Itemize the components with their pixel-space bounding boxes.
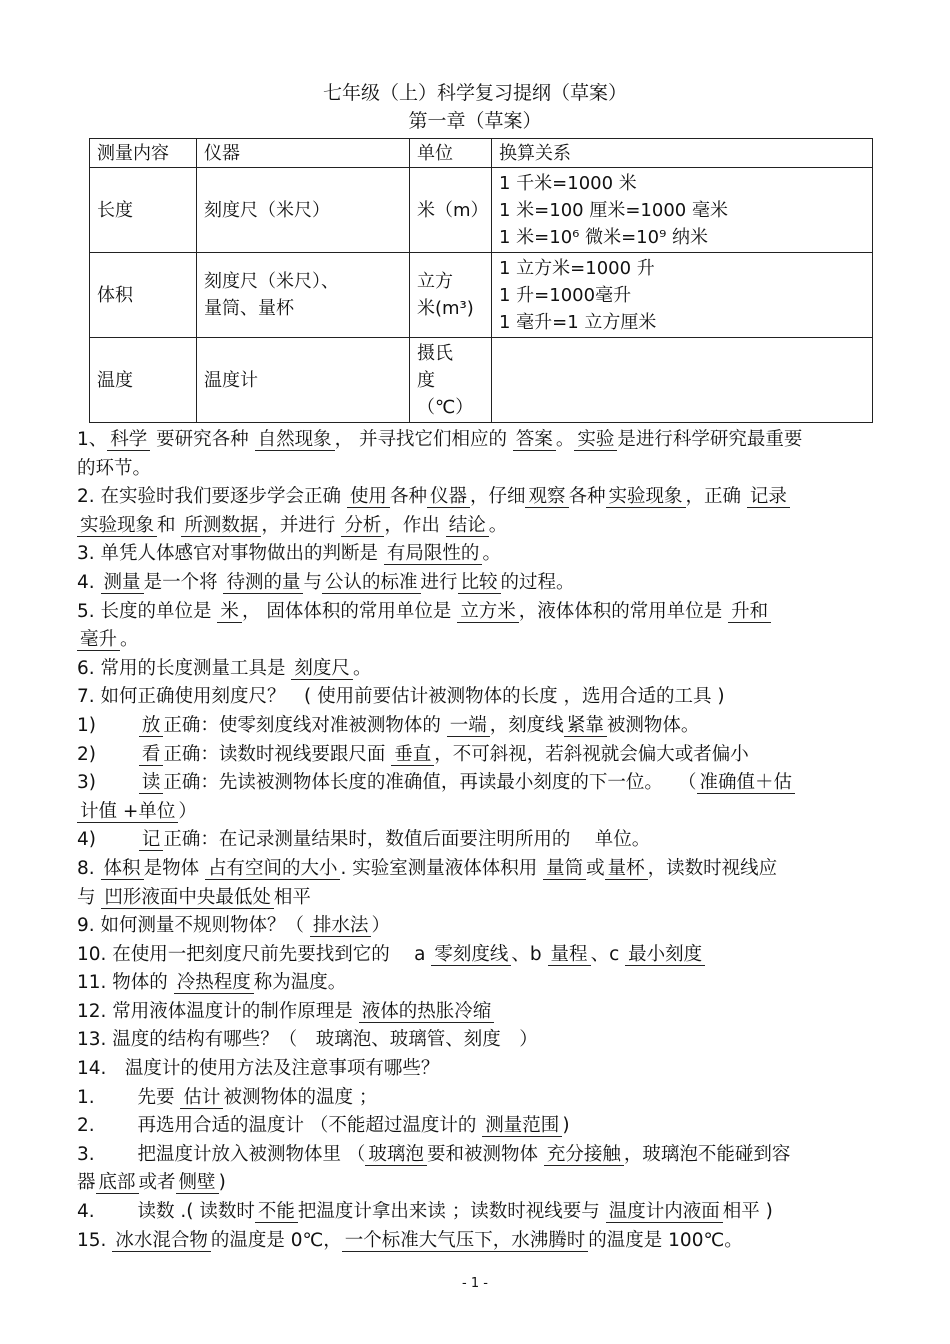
line-text: 要研究各种 bbox=[150, 429, 255, 450]
measurement-table bbox=[89, 138, 873, 423]
line-text: 。 bbox=[352, 657, 372, 679]
fill-in-answer: 使用 bbox=[347, 486, 390, 508]
fill-in-answer: 冰水混合物 bbox=[112, 1230, 211, 1252]
line-text: 被测物体。 bbox=[606, 714, 700, 736]
line-text: 4. 读数 .( 读数时 bbox=[77, 1201, 255, 1223]
table-header-cell: 仪器 bbox=[197, 139, 410, 168]
fill-in-answer: 温度计内液面 bbox=[606, 1201, 723, 1223]
line-text: 与 bbox=[303, 571, 322, 593]
fill-in-answer: 放 bbox=[139, 715, 164, 737]
line-text: 2. 再选用合适的温度计 （不能超过温度计的 bbox=[77, 1115, 483, 1137]
table-cell-unit bbox=[410, 338, 492, 423]
fill-in-answer: 估计 bbox=[180, 1087, 223, 1109]
fill-in-answer: 准确值＋估 bbox=[697, 772, 796, 794]
conversion-line: 1 米=100 厘米=1000 毫米 bbox=[499, 199, 728, 221]
fill-in-answer: 侧壁 bbox=[176, 1172, 219, 1194]
unit-line: 摄氏 bbox=[417, 342, 453, 364]
table-header-cell: 换算关系 bbox=[492, 139, 873, 168]
line-text: ） bbox=[178, 800, 197, 822]
line-text: 11. 物体的 bbox=[77, 972, 174, 994]
fill-in-answer: 最小刻度 bbox=[625, 944, 705, 966]
outline-line bbox=[77, 683, 887, 712]
outline-line bbox=[77, 1227, 887, 1256]
line-text: ） bbox=[371, 915, 390, 937]
fill-in-answer: 体积 bbox=[101, 858, 144, 880]
outline-line bbox=[77, 1141, 887, 1170]
line-text: 7. 如何正确使用刻度尺？ ( 使用前要估计被测物体的长度 ，选用合适的工具 ) bbox=[77, 686, 725, 708]
fill-in-answer: 不能 bbox=[255, 1201, 298, 1223]
fill-in-answer: 垂直 bbox=[391, 744, 434, 766]
fill-in-answer: 零刻度线 bbox=[431, 944, 511, 966]
line-text: 1. 先要 bbox=[77, 1086, 181, 1108]
page-number: - 1 - bbox=[462, 1276, 488, 1291]
fill-in-answer: 记录 bbox=[747, 486, 790, 508]
line-text: 9. 如何测量不规则物体？（ bbox=[77, 915, 310, 937]
conversion-line: 1 米=10⁶ 微米=10⁹ 纳米 bbox=[499, 226, 709, 248]
unit-line: 米(m³) bbox=[417, 298, 474, 319]
table-row bbox=[90, 338, 873, 423]
line-text: ，刻度线 bbox=[489, 714, 564, 736]
line-text: 10. 在使用一把刻度尺前先要找到它的 a bbox=[77, 943, 432, 965]
fill-in-answer: 量杯 bbox=[605, 858, 648, 880]
table-header-row bbox=[90, 139, 873, 168]
line-text: ，并进行 bbox=[261, 514, 342, 536]
fill-in-answer: 比较 bbox=[458, 572, 501, 594]
line-text: ， 并寻找它们相应的 bbox=[334, 429, 513, 450]
fill-in-answer: 自然现象 bbox=[255, 429, 335, 451]
fill-in-answer: 升和 bbox=[728, 601, 771, 623]
unit-line: 度 bbox=[417, 369, 435, 391]
table-cell-instrument: 刻度尺（米尺） bbox=[197, 168, 410, 253]
line-text: 把温度计拿出来读 ；读数时视线要与 bbox=[297, 1201, 606, 1223]
line-text: 正确：使零刻度线对准被测物体的 bbox=[163, 714, 447, 736]
fill-in-answer: 观察 bbox=[525, 486, 568, 508]
line-text: 6. 常用的长度测量工具是 bbox=[77, 657, 292, 679]
table-header-cell: 单位 bbox=[410, 139, 492, 168]
line-text: 称为温度。 bbox=[253, 972, 347, 994]
line-text: 的温度是 0℃， bbox=[210, 1229, 342, 1251]
outline-line bbox=[77, 712, 887, 741]
outline-line bbox=[77, 1198, 887, 1227]
fill-in-answer: 记 bbox=[139, 829, 164, 851]
fill-in-answer: 量程 bbox=[548, 944, 591, 966]
instrument-line: 量筒、量杯 bbox=[204, 298, 294, 319]
outline-line bbox=[77, 512, 887, 541]
fill-in-answer: 答案 bbox=[513, 429, 556, 451]
unit-line: （℃） bbox=[417, 396, 474, 418]
outline-line bbox=[77, 826, 887, 855]
outline-line bbox=[77, 969, 887, 998]
fill-in-answer: 排水法 bbox=[310, 915, 372, 937]
line-text: 3. 把温度计放入被测物体里 （ bbox=[77, 1143, 366, 1165]
line-text: 。 bbox=[120, 629, 139, 651]
fill-in-answer: 测量 bbox=[101, 572, 144, 594]
line-text: 进行 bbox=[420, 571, 458, 593]
fill-in-answer: 测量范围 bbox=[482, 1115, 562, 1137]
fill-in-answer: 实验现象 bbox=[606, 486, 686, 508]
line-text: 。 bbox=[555, 429, 575, 450]
line-text: 正确：读数时视线要跟尺面 bbox=[163, 743, 392, 765]
fill-in-answer: 充分接触 bbox=[544, 1144, 624, 1166]
fill-in-answer: 公认的标准 bbox=[322, 572, 421, 594]
table-row bbox=[90, 168, 873, 253]
line-text: 、b bbox=[511, 943, 548, 965]
outline-line bbox=[77, 855, 887, 884]
line-text: 器 bbox=[77, 1172, 96, 1194]
table-cell-content: 温度 bbox=[90, 338, 197, 423]
line-text: ，玻璃泡不能碰到容 bbox=[623, 1143, 791, 1165]
table-cell-conversions bbox=[492, 253, 873, 338]
outline-line bbox=[77, 483, 887, 512]
line-text: 被测物体的温度 ； bbox=[223, 1086, 378, 1108]
outline-line bbox=[77, 1055, 887, 1084]
line-text: 13. 温度的结构有哪些？（ 玻璃泡、玻璃管、刻度 ） bbox=[77, 1029, 538, 1051]
line-text: 8. bbox=[77, 857, 101, 879]
table-row bbox=[90, 253, 873, 338]
fill-in-answer: 占有空间的大小 bbox=[205, 858, 341, 880]
line-text: ， 固体体积的常用单位是 bbox=[241, 600, 458, 622]
table-cell-unit bbox=[410, 253, 492, 338]
line-text: 1、 bbox=[77, 429, 108, 450]
line-text: 5. 长度的单位是 bbox=[77, 600, 218, 622]
line-text: 或者 bbox=[138, 1172, 176, 1194]
fill-in-answer: 看 bbox=[139, 744, 164, 766]
line-text: 和 bbox=[157, 514, 182, 536]
line-text: 相平 ) bbox=[722, 1201, 773, 1223]
fill-in-answer: 实验 bbox=[574, 429, 617, 451]
fill-in-answer: 冷热程度 bbox=[174, 972, 254, 994]
outline-line bbox=[77, 598, 887, 627]
line-text: 2) bbox=[77, 743, 139, 765]
outline-body bbox=[77, 426, 887, 1255]
line-text: 正确：先读被测物体长度的准确值，再读最小刻度的下一位。 （ bbox=[163, 772, 697, 794]
table-cell-unit: 米（m） bbox=[410, 168, 492, 253]
line-text: ) bbox=[218, 1172, 226, 1194]
unit-line: 立方 bbox=[417, 271, 453, 292]
conversion-line: 1 立方米=1000 升 bbox=[499, 257, 655, 279]
fill-in-answer: 毫升 bbox=[77, 629, 120, 651]
line-text: . 实验室测量液体体积用 bbox=[340, 857, 544, 879]
outline-line bbox=[77, 455, 887, 484]
outline-line bbox=[77, 1084, 887, 1113]
line-text: 。 bbox=[488, 514, 508, 536]
outline-line bbox=[77, 769, 887, 798]
conversion-line: 1 千米=1000 米 bbox=[499, 172, 637, 194]
fill-in-answer: 分析 bbox=[341, 515, 384, 537]
fill-in-answer: 玻璃泡 bbox=[365, 1144, 427, 1166]
line-text: ，不可斜视，若斜视就会偏大或者偏小 bbox=[434, 743, 749, 765]
line-text: 相平 bbox=[273, 886, 311, 908]
line-text: 要和被测物体 bbox=[426, 1143, 544, 1165]
line-text: 的温度是 100℃。 bbox=[588, 1229, 743, 1251]
line-text: 各种 bbox=[389, 486, 427, 508]
outline-line bbox=[77, 998, 887, 1027]
fill-in-answer: 计值 +单位 bbox=[77, 801, 178, 823]
table-cell-instrument bbox=[197, 253, 410, 338]
line-text: ，正确 bbox=[685, 486, 747, 508]
line-text: ) bbox=[562, 1115, 570, 1137]
outline-line bbox=[77, 626, 887, 655]
table-cell-conversions bbox=[492, 168, 873, 253]
line-text: 。 bbox=[482, 543, 501, 565]
line-text: 4. bbox=[77, 571, 101, 593]
line-text: 2. 在实验时我们要逐步学会正确 bbox=[77, 486, 347, 508]
table-cell-content: 体积 bbox=[90, 253, 197, 338]
line-text: ，液体体积的常用单位是 bbox=[518, 600, 729, 622]
conversion-line: 1 毫升=1 立方厘米 bbox=[499, 311, 657, 333]
table-cell-conversions bbox=[492, 338, 873, 423]
line-text: 是一个将 bbox=[143, 571, 224, 593]
outline-line bbox=[77, 798, 887, 827]
fill-in-answer: 结论 bbox=[446, 515, 489, 537]
fill-in-answer: 科学 bbox=[107, 429, 150, 451]
page-title: 七年级（上）科学复习提纲（草案） bbox=[322, 82, 627, 104]
line-text: 12. 常用液体温度计的制作原理是 bbox=[77, 1000, 359, 1022]
fill-in-answer: 刻度尺 bbox=[291, 658, 353, 680]
conversion-line: 1 升=1000毫升 bbox=[499, 284, 632, 306]
outline-line bbox=[77, 941, 887, 970]
fill-in-answer: 待测的量 bbox=[223, 572, 303, 594]
line-text: 、c bbox=[590, 943, 626, 965]
line-text: 各种 bbox=[568, 486, 606, 508]
table-cell-instrument: 温度计 bbox=[197, 338, 410, 423]
outline-line bbox=[77, 1112, 887, 1141]
line-text: 4) bbox=[77, 829, 139, 851]
line-text: ，作出 bbox=[384, 514, 446, 536]
fill-in-answer: 米 bbox=[217, 601, 242, 623]
outline-line bbox=[77, 1026, 887, 1055]
outline-line bbox=[77, 912, 887, 941]
outline-line bbox=[77, 540, 887, 569]
outline-line bbox=[77, 741, 887, 770]
fill-in-answer: 液体的热胀冷缩 bbox=[359, 1001, 495, 1023]
line-text: 15. bbox=[77, 1229, 113, 1251]
table-cell-content: 长度 bbox=[90, 168, 197, 253]
outline-line bbox=[77, 569, 887, 598]
line-text: 3) bbox=[77, 772, 139, 794]
fill-in-answer: 紧靠 bbox=[564, 715, 607, 737]
line-text: 与 bbox=[77, 886, 102, 908]
line-text: 是物体 bbox=[143, 857, 205, 879]
line-text: 1) bbox=[77, 714, 139, 736]
fill-in-answer: 一端 bbox=[447, 715, 490, 737]
fill-in-answer: 凹形液面中央最低处 bbox=[101, 887, 274, 909]
fill-in-answer: 实验现象 bbox=[77, 515, 157, 537]
chapter-title: 第一章（草案） bbox=[408, 110, 542, 132]
line-text: 是进行科学研究最重要 bbox=[617, 429, 803, 450]
line-text: 的环节。 bbox=[77, 457, 152, 479]
line-text: 或 bbox=[586, 857, 605, 879]
table-header-cell: 测量内容 bbox=[90, 139, 197, 168]
fill-in-answer: 底部 bbox=[96, 1172, 139, 1194]
fill-in-answer: 所测数据 bbox=[181, 515, 261, 537]
instrument-line: 刻度尺（米尺）、 bbox=[204, 271, 339, 292]
fill-in-answer: 仪器 bbox=[427, 486, 470, 508]
outline-line bbox=[77, 1169, 887, 1198]
line-text: 的过程。 bbox=[500, 571, 575, 593]
fill-in-answer: 量筒 bbox=[543, 858, 586, 880]
line-text: 3. 单凭人体感官对事物做出的判断是 bbox=[77, 543, 384, 565]
line-text: ，仔细 bbox=[469, 486, 526, 508]
fill-in-answer: 立方米 bbox=[457, 601, 519, 623]
fill-in-answer: 一个标准大气压下，水沸腾时 bbox=[342, 1230, 589, 1252]
line-text: 14. 温度计的使用方法及注意事项有哪些？ bbox=[77, 1058, 440, 1080]
fill-in-answer: 有局限性的 bbox=[384, 543, 483, 565]
line-text: 正确：在记录测量结果时，数值后面要注明所用的 单位。 bbox=[163, 829, 651, 851]
outline-line bbox=[77, 655, 887, 684]
fill-in-answer: 读 bbox=[139, 772, 164, 794]
outline-line bbox=[77, 884, 887, 913]
outline-line bbox=[77, 426, 887, 455]
line-text: ，读数时视线应 bbox=[647, 857, 778, 879]
